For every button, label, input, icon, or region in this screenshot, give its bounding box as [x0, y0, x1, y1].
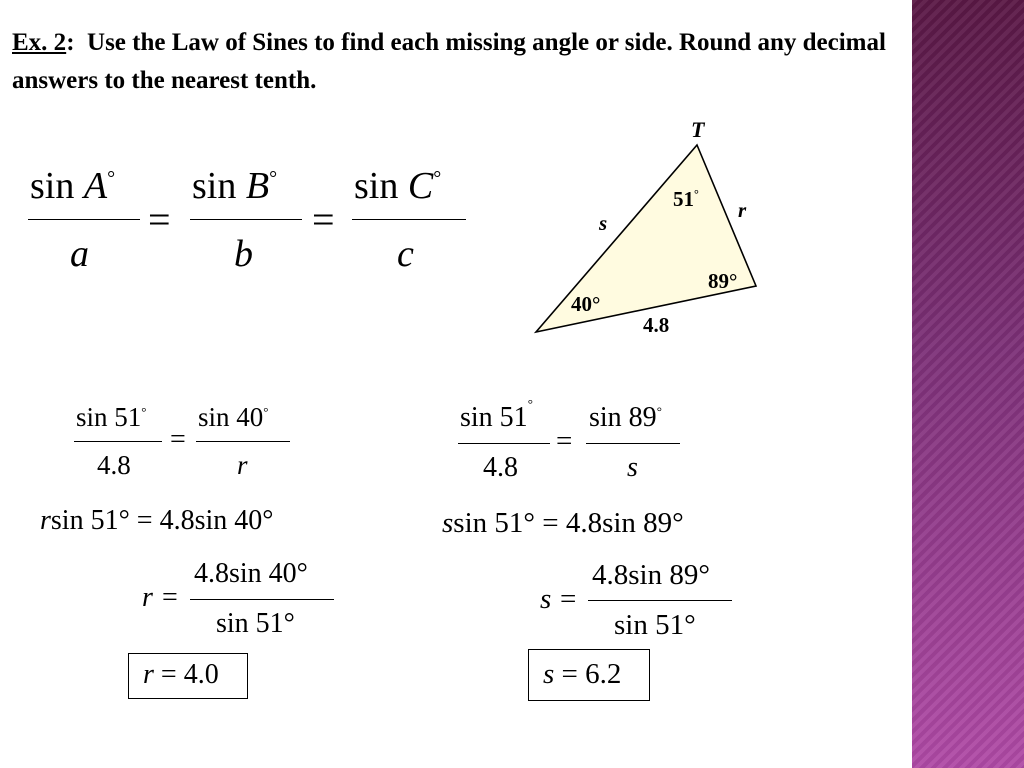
proportion-numerator-right: sin 40°: [198, 402, 269, 432]
solve-variable: r: [142, 582, 153, 613]
degree-symbol: °: [269, 167, 278, 190]
fraction-bar: [352, 219, 466, 220]
triangle-shape: [536, 145, 756, 332]
angle-A: A: [83, 165, 108, 207]
angle-right-label: 89°: [708, 269, 738, 293]
triangle-diagram: [520, 110, 780, 350]
equals-sign: =: [148, 197, 171, 242]
sin-text: sin: [354, 165, 399, 207]
fraction-bar: [190, 219, 302, 220]
fraction-a-numerator: [30, 164, 115, 208]
fraction-bar: [588, 600, 732, 601]
vertex-label-T: T: [691, 117, 705, 142]
fraction-bar: [74, 441, 162, 442]
answer-text: r = 4.0: [143, 659, 219, 690]
side-label-s: s: [599, 211, 608, 235]
proportion-denominator-right: r: [237, 450, 248, 480]
solve-denominator: sin 51°: [216, 608, 295, 639]
angle-top-label: 51°: [673, 187, 699, 211]
exercise-instructions: Use the Law of Sines to find each missing angle or side. Round any decimal answers to the nearest tenth.: [12, 29, 886, 94]
cross-multiply-step: rsin 51° = 4.8sin 40°: [40, 505, 274, 536]
side-label-r: r: [738, 198, 747, 222]
base-length-label: 4.8: [643, 313, 670, 337]
degree-symbol: °: [107, 167, 116, 190]
sin-text: sin: [192, 165, 237, 207]
side-b: b: [234, 233, 253, 275]
exercise-colon: :: [66, 29, 75, 56]
proportion-denominator-right: s: [627, 452, 638, 483]
answer-text: s = 6.2: [543, 658, 622, 690]
fraction-c-numerator: [354, 164, 441, 208]
proportion-numerator-right: sin 89°: [589, 402, 662, 433]
fraction-bar: [196, 441, 290, 442]
fraction-bar: [190, 599, 334, 600]
fraction-bar: [28, 219, 140, 220]
equals-sign: =: [162, 582, 178, 613]
equals-sign: =: [170, 424, 186, 455]
side-c: c: [397, 233, 414, 275]
equals-sign: =: [556, 425, 573, 457]
equals-sign: =: [312, 197, 335, 242]
fraction-bar: [586, 443, 680, 444]
solve-numerator: 4.8sin 89°: [592, 559, 710, 591]
side-a: a: [70, 233, 89, 275]
fraction-bar: [458, 443, 550, 444]
fraction-b-numerator: [192, 164, 277, 208]
angle-B: B: [245, 165, 270, 207]
proportion-numerator-left: sin 51°: [460, 395, 533, 433]
proportion-denominator-left: 4.8: [97, 450, 131, 480]
proportion-numerator-left: sin 51°: [76, 402, 147, 432]
solve-numerator: 4.8sin 40°: [194, 558, 308, 589]
proportion-denominator-left: 4.8: [483, 452, 518, 483]
angle-C: C: [407, 165, 434, 207]
sin-text: sin: [30, 165, 75, 207]
angle-left-label: 40°: [571, 292, 601, 316]
exercise-label: Ex. 2: [12, 29, 67, 56]
exercise-heading: [12, 24, 892, 100]
solve-variable: s: [540, 583, 552, 615]
degree-symbol: °: [433, 167, 442, 190]
decorative-sidebar: [912, 0, 1024, 768]
answer-box: [528, 649, 650, 701]
cross-multiply-step: ssin 51° = 4.8sin 89°: [442, 507, 684, 539]
solve-denominator: sin 51°: [614, 609, 696, 641]
answer-box: [128, 653, 248, 699]
equals-sign: =: [560, 583, 577, 615]
